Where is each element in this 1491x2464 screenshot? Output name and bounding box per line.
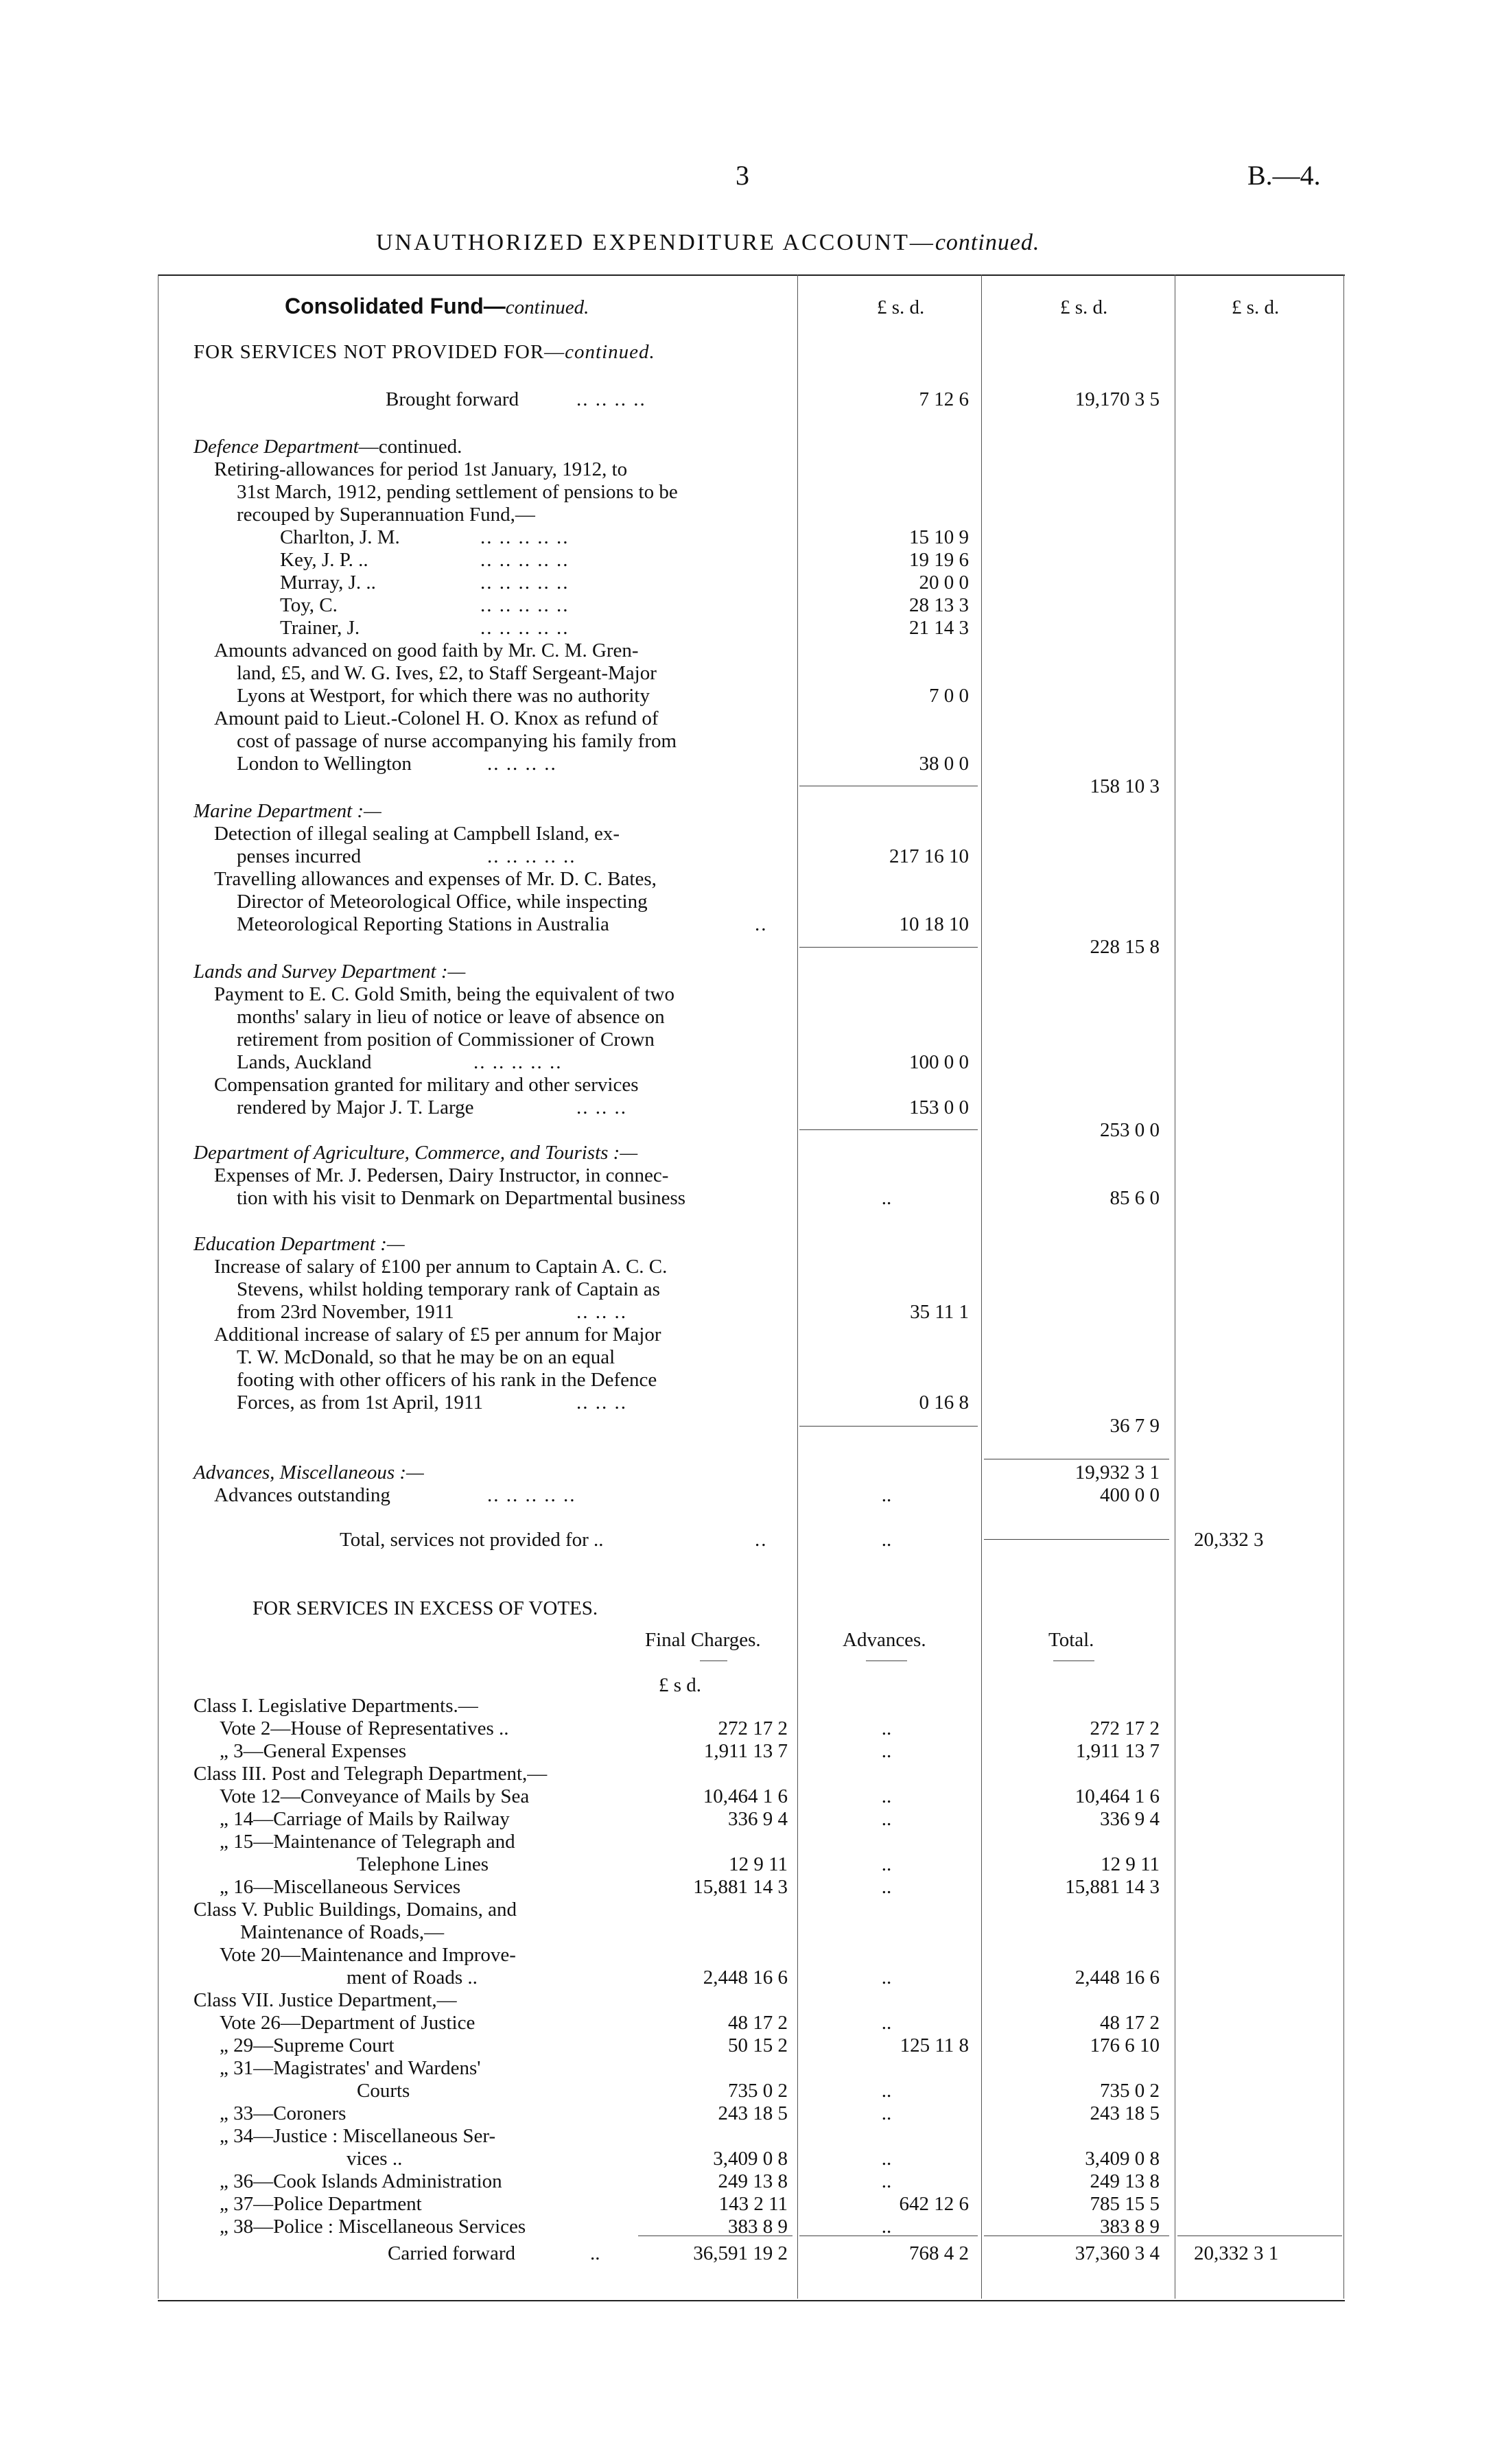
knox-line3: London to Wellington (237, 753, 412, 775)
advances-c1: .. (881, 1484, 892, 1506)
excess-row-total: 1,911 13 7 (1075, 1740, 1160, 1762)
excess-row-final: 48 17 2 (728, 2012, 788, 2034)
stevens-line1: Increase of salary of £100 per annum to Captain A. C. C. (214, 1256, 668, 1278)
excess-row-adv: .. (881, 1808, 892, 1830)
excess-row-total: 243 18 5 (1090, 2102, 1160, 2124)
total-c1: .. (881, 1529, 892, 1551)
total-c3: 20,332 3 (1194, 1529, 1264, 1551)
agriculture-line1: Expenses of Mr. J. Pedersen, Dairy Instructor, in connec- (214, 1164, 669, 1186)
mcdonald-line1: Additional increase of salary of £5 per annum for Major (214, 1324, 661, 1346)
carried-forward-label: Carried forward (388, 2242, 515, 2264)
excess-row-final: 15,881 14 3 (693, 1876, 788, 1898)
total-rule (984, 1539, 1169, 1540)
excess-row-label: „ 14—Carriage of Mails by Railway (220, 1808, 510, 1830)
marine-title: Marine Department :— (193, 800, 381, 822)
excess-row-total: 249 13 8 (1090, 2170, 1160, 2192)
excess-row-final: 143 2 11 (718, 2193, 788, 2215)
excess-row-adv: .. (881, 1853, 892, 1875)
advances-line: Advances outstanding (214, 1484, 390, 1506)
smith-line1: Payment to E. C. Gold Smith, being the equivalent of two (214, 983, 674, 1005)
excess-row-final: 243 18 5 (718, 2102, 788, 2124)
section-heading-cont: continued. (505, 296, 589, 318)
excess-row-label: Telephone Lines (357, 1853, 489, 1875)
excess-row-label: Class I. Legislative Departments.— (193, 1695, 478, 1717)
table-left-border (158, 274, 159, 2299)
leader-dots: .. .. .. .. (576, 388, 646, 410)
excess-row-adv: .. (881, 1740, 892, 1762)
mcdonald-line4: Forces, as from 1st April, 1911 (237, 1392, 483, 1413)
excess-row-adv: 642 12 6 (899, 2193, 969, 2215)
excess-row-label: Class V. Public Buildings, Domains, and (193, 1899, 517, 1921)
advanced-line1: Amounts advanced on good faith by Mr. C. M. Gren- (214, 640, 639, 661)
lands-title: Lands and Survey Department :— (193, 961, 466, 983)
defence-total: 158 10 3 (1090, 775, 1160, 797)
defence-retiring-line2: 31st March, 1912, pending settlement of pensions to be (237, 481, 678, 503)
sealing-line1: Detection of illegal sealing at Campbell Island, ex- (214, 823, 620, 845)
leader-dots: .. (755, 1529, 768, 1551)
excess-row-total: 785 15 5 (1090, 2193, 1160, 2215)
defence-retiring-line3: recouped by Superannuation Fund,— (237, 504, 535, 526)
leader-dots: .. .. .. .. .. (473, 1051, 563, 1073)
advanced-line3: Lyons at Westport, for which there was no authority (237, 685, 650, 707)
leader-dots: .. .. .. .. .. (480, 549, 570, 571)
agriculture-c2: 85 6 0 (1110, 1187, 1160, 1209)
leader-dots: .. .. .. .. .. (480, 572, 570, 594)
smith-line3: retirement from position of Commissioner of Crown (237, 1029, 655, 1051)
advances-c2: 400 0 0 (1100, 1484, 1160, 1506)
excess-row-adv: .. (881, 2102, 892, 2124)
brought-forward-label: Brought forward (386, 388, 519, 410)
mcdonald-line3: footing with other officers of his rank in the Defence (237, 1369, 657, 1391)
lands-total: 253 0 0 (1100, 1119, 1160, 1141)
excess-row-label: Vote 26—Department of Justice (220, 2012, 476, 2034)
person-name: Murray, J. .. (280, 572, 376, 594)
excess-row-total: 735 0 2 (1100, 2080, 1160, 2102)
document-reference: B.—4. (1247, 160, 1321, 191)
advances-title: Advances, Miscellaneous :— (193, 1462, 424, 1483)
smith-line2: months' salary in lieu of notice or leave of absence on (237, 1006, 665, 1028)
brought-forward-c2: 19,170 3 5 (1075, 388, 1160, 410)
table-right-border (1343, 274, 1344, 2299)
section-heading-main: Consolidated Fund— (285, 294, 506, 318)
carried-total: 37,360 3 4 (1075, 2242, 1160, 2264)
excess-row-adv: .. (881, 2148, 892, 2170)
excess-row-final: 383 8 9 (728, 2216, 788, 2238)
person-name: Trainer, J. (280, 617, 360, 639)
excess-row-label: vices .. (347, 2148, 403, 2170)
large-line2: rendered by Major J. T. Large (237, 1096, 474, 1118)
excess-row-total: 15,881 14 3 (1065, 1876, 1160, 1898)
stevens-amount: 35 11 1 (910, 1301, 969, 1323)
excess-row-final: 3,409 0 8 (713, 2148, 788, 2170)
bates-line1: Travelling allowances and expenses of Mr. D. C. Bates, (214, 868, 657, 890)
page-number: 3 (736, 160, 749, 191)
knox-line2: cost of passage of nurse accompanying his family from (237, 730, 677, 752)
large-line1: Compensation granted for military and other services (214, 1074, 639, 1096)
excess-row-adv: .. (881, 1717, 892, 1739)
brought-forward-c1: 7 12 6 (919, 388, 969, 410)
excess-row-adv: .. (881, 2080, 892, 2102)
defence-title (193, 436, 462, 458)
excess-row-adv: .. (881, 2170, 892, 2192)
leader-dots: .. .. .. .. .. (480, 594, 570, 616)
excess-row-label: Vote 20—Maintenance and Improve- (220, 1944, 516, 1966)
column-divider-1 (797, 274, 798, 2299)
page-title-main: UNAUTHORIZED EXPENDITURE ACCOUNT— (376, 230, 935, 255)
person-amount: 19 19 6 (909, 549, 969, 571)
excess-row-label: Courts (357, 2080, 410, 2102)
excess-row-label: „ 37—Police Department (220, 2193, 422, 2215)
excess-row-label: „ 33—Coroners (220, 2102, 347, 2124)
excess-row-label: „ 29—Supreme Court (220, 2034, 395, 2056)
excess-row-label: „ 15—Maintenance of Telegraph and (220, 1831, 515, 1853)
subtotal-rule (799, 1129, 978, 1130)
sealing-amount: 217 16 10 (889, 845, 969, 867)
excess-row-adv: .. (881, 1967, 892, 1988)
excess-row-final: 272 17 2 (718, 1717, 788, 1739)
excess-row-label: Maintenance of Roads,— (240, 1921, 445, 1943)
section-heading (285, 294, 589, 319)
excess-row-final: 735 0 2 (728, 2080, 788, 2102)
excess-row-final: 12 9 11 (729, 1853, 788, 1875)
excess-row-label: Vote 2—House of Representatives .. (220, 1717, 509, 1739)
stevens-line3: from 23rd November, 1911 (237, 1301, 454, 1323)
advances-sum: 19,932 3 1 (1075, 1462, 1160, 1483)
defence-title-cont: —continued. (358, 436, 462, 458)
person-name: Toy, C. (280, 594, 338, 616)
education-total: 36 7 9 (1110, 1415, 1160, 1437)
mcdonald-line2: T. W. McDonald, so that he may be on an equal (237, 1346, 615, 1368)
person-amount: 20 0 0 (919, 572, 969, 594)
excess-row-final: 1,911 13 7 (703, 1740, 788, 1762)
leader-dots: .. .. .. .. (487, 753, 557, 775)
excess-row-total: 336 9 4 (1100, 1808, 1160, 1830)
leader-dots: .. .. .. .. .. (480, 617, 570, 639)
person-name: Charlton, J. M. (280, 526, 400, 548)
advanced-line2: land, £5, and W. G. Ives, £2, to Staff Sergeant-Major (237, 662, 657, 684)
leader-dots: .. .. .. .. .. (487, 845, 576, 867)
advances-header: Advances. (843, 1629, 926, 1651)
excess-row-total: 176 6 10 (1090, 2034, 1160, 2056)
excess-row-total: 2,448 16 6 (1075, 1967, 1160, 1988)
excess-row-final: 336 9 4 (728, 1808, 788, 1830)
leader-dots: .. .. .. .. .. (487, 1484, 576, 1506)
excess-row-label: „ 16—Miscellaneous Services (220, 1876, 461, 1898)
subheading-cont: continued. (565, 341, 655, 363)
excess-row-adv: .. (881, 1876, 892, 1898)
excess-row-label: Class VII. Justice Department,— (193, 1989, 457, 2011)
bates-line3: Meteorological Reporting Stations in Australia (237, 913, 609, 935)
knox-amount: 38 0 0 (919, 753, 969, 775)
carried-advances: 768 4 2 (909, 2242, 969, 2264)
excess-row-final: 2,448 16 6 (703, 1967, 788, 1988)
person-amount: 21 14 3 (909, 617, 969, 639)
excess-row-total: 10,464 1 6 (1075, 1785, 1160, 1807)
bates-line2: Director of Meteorological Office, while inspecting (237, 891, 648, 913)
excess-row-final: 50 15 2 (728, 2034, 788, 2056)
excess-row-label: „ 31—Magistrates' and Wardens' (220, 2057, 481, 2079)
person-name: Key, J. P. .. (280, 549, 368, 571)
smith-amount: 100 0 0 (909, 1051, 969, 1073)
marine-total: 228 15 8 (1090, 936, 1160, 958)
bates-amount: 10 18 10 (899, 913, 969, 935)
leader-dots: .. (590, 2242, 600, 2264)
advanced-amount: 7 0 0 (929, 685, 969, 707)
excess-row-adv: .. (881, 2012, 892, 2034)
excess-row-total: 12 9 11 (1101, 1853, 1160, 1875)
col3-header: £ s. d. (1232, 296, 1280, 318)
excess-row-label: „ 38—Police : Miscellaneous Services (220, 2216, 526, 2238)
excess-row-label: Vote 12—Conveyance of Mails by Sea (220, 1785, 530, 1807)
agriculture-title: Department of Agriculture, Commerce, and Tourists :— (193, 1142, 638, 1164)
excess-row-final: 249 13 8 (718, 2170, 788, 2192)
knox-line1: Amount paid to Lieut.-Colonel H. O. Knox as refund of (214, 707, 659, 729)
person-amount: 15 10 9 (909, 526, 969, 548)
excess-row-final: 10,464 1 6 (703, 1785, 788, 1807)
col1-header: £ s. d. (877, 296, 925, 318)
agriculture-c1: .. (881, 1187, 892, 1209)
large-amount: 153 0 0 (909, 1096, 969, 1118)
leader-dots: .. .. .. (576, 1301, 627, 1323)
excess-row-total: 383 8 9 (1100, 2216, 1160, 2238)
excess-row-adv: 125 11 8 (900, 2034, 969, 2056)
excess-row-total: 3,409 0 8 (1085, 2148, 1160, 2170)
person-amount: 28 13 3 (909, 594, 969, 616)
leader-dots: .. .. .. (576, 1096, 627, 1118)
subheading (193, 341, 655, 364)
excess-votes-heading: FOR SERVICES IN EXCESS OF VOTES. (253, 1597, 598, 1619)
column-divider-2 (981, 274, 982, 2299)
subtotal-rule (799, 1426, 978, 1427)
carried-grand-total: 20,332 3 1 (1194, 2242, 1279, 2264)
units-header: £ s d. (659, 1674, 702, 1696)
excess-row-label: ment of Roads .. (347, 1967, 478, 1988)
subtotal-rule (799, 947, 978, 948)
excess-row-label: „ 36—Cook Islands Administration (220, 2170, 502, 2192)
excess-row-total: 48 17 2 (1100, 2012, 1160, 2034)
defence-title-main: Defence Department (193, 436, 359, 458)
leader-dots: .. .. .. .. .. (480, 526, 570, 548)
smith-line4: Lands, Auckland (237, 1051, 372, 1073)
education-title: Education Department :— (193, 1233, 405, 1255)
total-label: Total, services not provided for .. (340, 1529, 604, 1551)
subheading-main: FOR SERVICES NOT PROVIDED FOR— (193, 341, 565, 363)
excess-row-adv: .. (881, 2216, 892, 2238)
defence-retiring-line1: Retiring-allowances for period 1st January, 1912, to (214, 458, 628, 480)
mcdonald-amount: 0 16 8 (919, 1392, 969, 1413)
total-header: Total. (1048, 1629, 1094, 1651)
page-title-cont: continued. (935, 230, 1040, 255)
final-charges-header: Final Charges. (645, 1629, 761, 1651)
excess-row-label: Class III. Post and Telegraph Department,— (193, 1763, 548, 1785)
carried-final: 36,591 19 2 (693, 2242, 788, 2264)
excess-row-adv: .. (881, 1785, 892, 1807)
excess-row-total: 272 17 2 (1090, 1717, 1160, 1739)
excess-row-label: „ 34—Justice : Miscellaneous Ser- (220, 2125, 496, 2147)
leader-dots: .. (755, 913, 768, 935)
excess-row-label: „ 3—General Expenses (220, 1740, 407, 1762)
stevens-line2: Stevens, whilst holding temporary rank of Captain as (237, 1278, 660, 1300)
agriculture-line2: tion with his visit to Denmark on Departmental business (237, 1187, 686, 1209)
page-title (376, 230, 1040, 256)
col2-header: £ s. d. (1060, 296, 1108, 318)
leader-dots: .. .. .. (576, 1392, 627, 1413)
sealing-line2: penses incurred (237, 845, 362, 867)
